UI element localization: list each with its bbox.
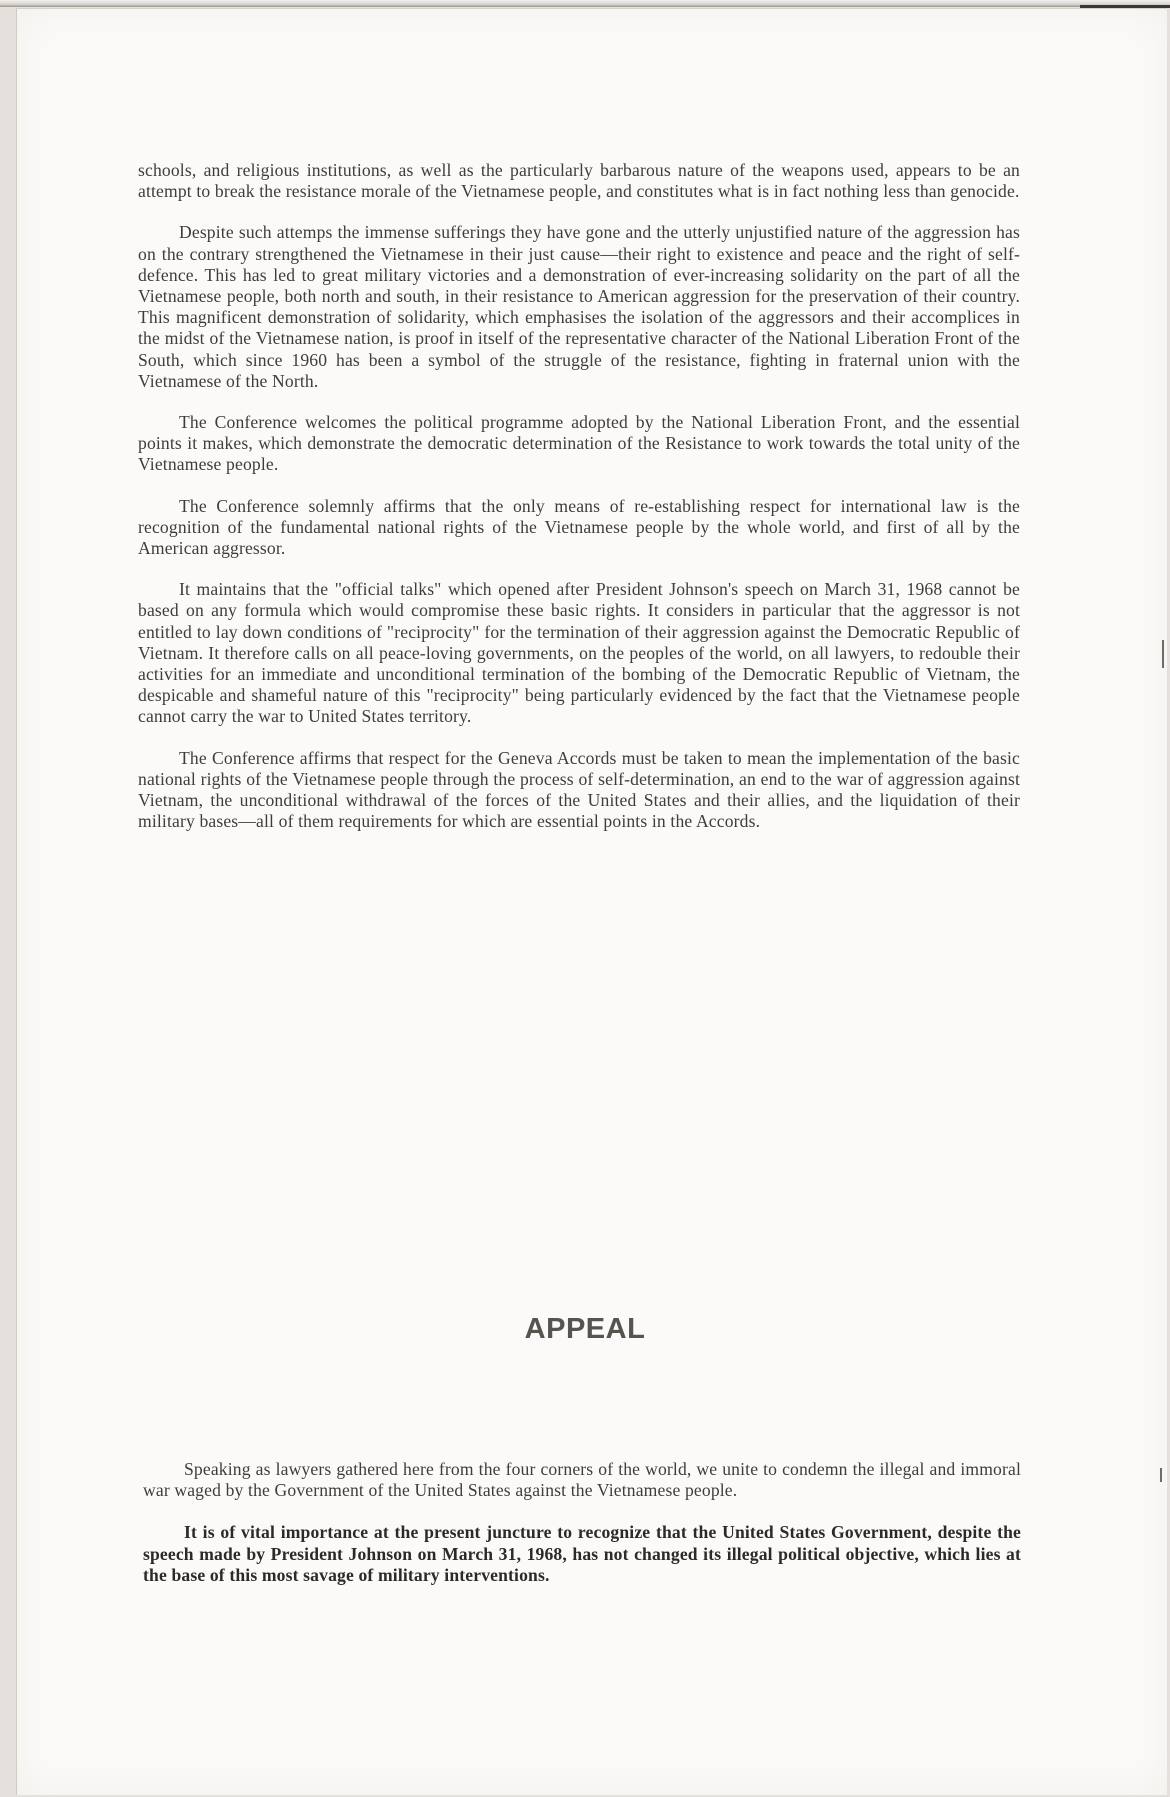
appeal-paragraph: It is of vital importance at the present juncture to recognize that the United States Government, despite the speech made by President Johnson on March 31, 1968, has not changed its illegal political objective, which lies at the base of this most savage of military interventions.	[143, 1522, 1021, 1585]
appeal-heading: APPEAL	[524, 1313, 646, 1345]
page-edge-mark	[1160, 1468, 1162, 1482]
paragraph: The Conference welcomes the political programme adopted by the National Liberation Front, and the essential points it makes, which demonstrate the democratic determination of the Resistance to work towards the total unity of the Vietnamese people.	[138, 412, 1020, 475]
appeal-paragraph: Speaking as lawyers gathered here from the four corners of the world, we unite to condemn the illegal and immoral war waged by the Government of the United States against the Vietnamese people.	[143, 1459, 1021, 1501]
paragraph: The Conference affirms that respect for the Geneva Accords must be taken to mean the implementation of the basic national rights of the Vietnamese people through the process of self-determination, an end to the war of aggression against Vietnam, the unconditional withdrawal of the forces of the United States and their allies, and the liquidation of their military bases—all of them requirements for which are essential points in the Accords.	[138, 747, 1020, 832]
paragraph: The Conference solemnly affirms that the only means of re-establishing respect for international law is the recognition of the fundamental national rights of the Vietnamese people by the whole world, and first of all by the American aggressor.	[138, 495, 1020, 559]
paragraph: schools, and religious institutions, as well as the particularly barbarous nature of the weapons used, appears to be an attempt to break the resistance morale of the Vietnamese people, and constitutes what is in fact nothing less than genocide.	[138, 160, 1020, 202]
appeal-body	[143, 1459, 1021, 1607]
paragraph: It maintains that the "official talks" which opened after President Johnson's speech on March 31, 1968 cannot be based on any formula which would compromise these basic rights. It considers in particular that the aggressor is not entitled to lay down conditions of "reciprocity" for the termination of their aggression against the Democratic Republic of Vietnam. It therefore calls on all peace-loving governments, on the peoples of the world, on all lawyers, to redouble their activities for an immediate and unconditional termination of the bombing of the Democratic Republic of Vietnam, the despicable and shameful nature of this "reciprocity" being particularly evidenced by the fact that the Vietnamese people cannot carry the war to United States territory.	[138, 579, 1020, 727]
page-edge-mark	[1162, 640, 1164, 668]
paragraph: Despite such attemps the immense sufferings they have gone and the utterly unjustified nature of the aggression has on the contrary strengthened the Vietnamese in their just cause—their right to existence and peace and the right of self-defence. This has led to great military victories and a demonstration of ever-increasing solidarity on the part of all the Vietnamese people, both north and south, in their resistance to American aggression for the preservation of their country. This magnificent demonstration of solidarity, which emphasises the isolation of the aggressors and their accomplices in the midst of the Vietnamese nation, is proof in itself of the representative character of the National Liberation Front of the South, which since 1960 has been a symbol of the struggle of the resistance, fighting in fraternal union with the Vietnamese of the North.	[138, 222, 1020, 391]
top-page-edge	[0, 0, 1170, 7]
document-body	[138, 160, 1020, 852]
